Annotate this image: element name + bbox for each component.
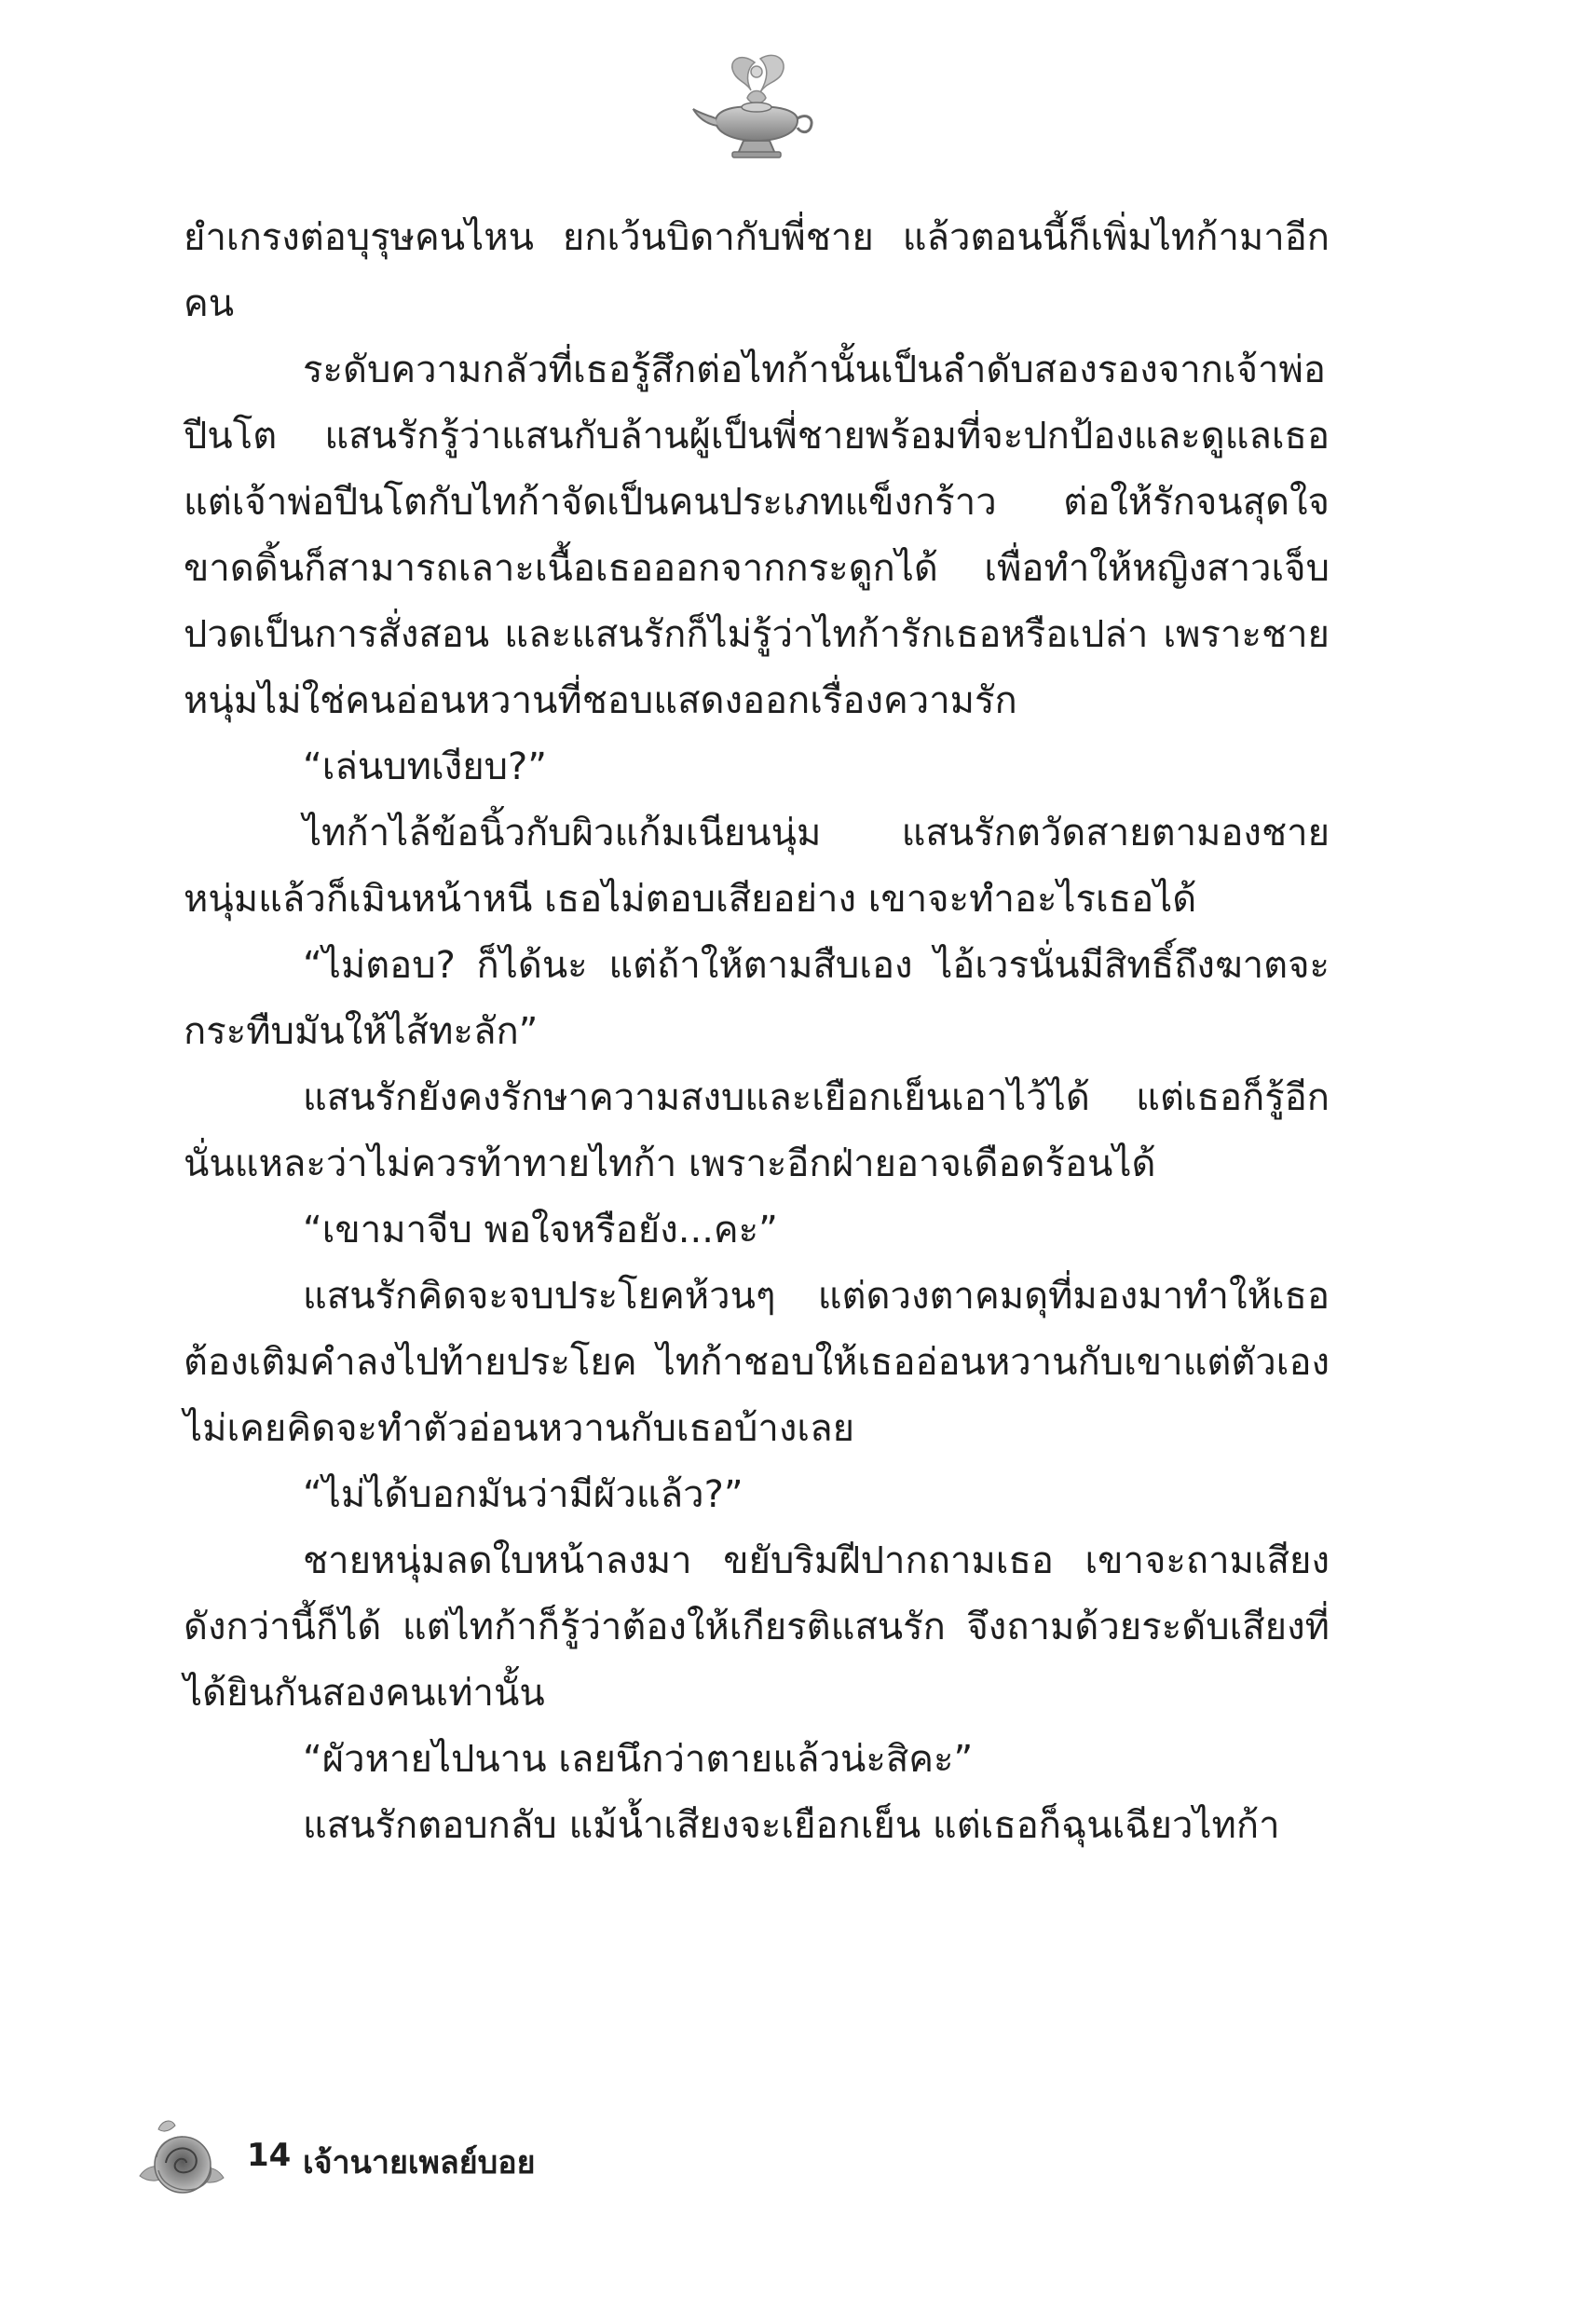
paragraph: “ไม่ตอบ? ก็ได้นะ แต่ถ้าให้ตามสืบเอง ไอ้เวรนั่นมีสิทธิ์ถึงฆาตจะกระทืบมันให้ไส้ทะลัก”: [184, 944, 1330, 1053]
body-text: [184, 205, 1330, 1859]
paragraph: ยำเกรงต่อบุรุษคนไหน ยกเว้นบิดากับพี่ชาย แล้วตอนนี้ก็เพิ่มไทก้ามาอีกคน: [184, 216, 1330, 325]
paragraph: “เล่นบทเงียบ?”: [303, 745, 547, 788]
paragraph: ไทก้าไล้ข้อนิ้วกับผิวแก้มเนียนนุ่ม แสนรักตวัดสายตามองชายหนุ่มแล้วก็เมินหน้าหนี เธอไม่ตอบเสียอย่าง เขาจะทำอะไรเธอได้: [184, 812, 1330, 921]
paragraph: แสนรักยังคงรักษาความสงบและเยือกเย็นเอาไว้ได้ แต่เธอก็รู้อีกนั่นแหละว่าไม่ควรท้าทายไทก้า เพราะอีกฝ่ายอาจเดือดร้อนได้: [184, 1076, 1330, 1185]
book-title: เจ้านายเพลย์บอย: [303, 2144, 536, 2181]
page-number: 14: [247, 2137, 292, 2174]
paragraph: ชายหนุ่มลดใบหน้าลงมา ขยับริมฝีปากถามเธอ เขาจะถามเสียงดังกว่านี้ก็ได้ แต่ไทก้าก็รู้ว่าต้องให้เกียรติแสนรัก จึงถามด้วยระดับเสียงที่ได้ยินกันสองคนเท่านั้น: [184, 1539, 1330, 1715]
paragraph: ระดับความกลัวที่เธอรู้สึกต่อไทก้านั้นเป็นลำดับสองรองจากเจ้าพ่อปีนโต แสนรักรู้ว่าแสนกับล้านผู้เป็นพี่ชายพร้อมที่จะปกป้องและดูแลเธอ แต่เจ้าพ่อปีนโตกับไทก้าจัดเป็นคนประเภทแข็งกร้าว ต่อให้รักจนสุดใจขาดดิ้นก็สามารถเลาะเนื้อเธอออกจากกระดูกได้ เพื่อทำให้หญิงสาวเจ็บปวดเป็นการสั่งสอน และแสนรักก็ไม่รู้ว่าไทก้ารักเธอหรือเปล่า เพราะชายหนุ่มไม่ใช่คนอ่อนหวานที่ชอบแสดงออกเรื่องความรัก: [184, 349, 1330, 722]
paragraph: แสนรักคิดจะจบประโยคห้วนๆ แต่ดวงตาคมดุที่มองมาทำให้เธอต้องเติมคำลงไปท้ายประโยค ไทก้าชอบให้เธออ่อนหวานกับเขาแต่ตัวเองไม่เคยคิดจะทำตัวอ่อนหวานกับเธอบ้างเลย: [184, 1275, 1330, 1450]
rose-icon: [130, 2111, 233, 2204]
paragraph: “ผัวหายไปนาน เลยนึกว่าตายแล้วน่ะสิคะ”: [303, 1738, 974, 1781]
paragraph: “เขามาจีบ พอใจหรือยัง...คะ”: [303, 1209, 778, 1251]
paragraph: แสนรักตอบกลับ แม้น้ำเสียงจะเยือกเย็น แต่เธอก็ฉุนเฉียวไทก้า: [303, 1804, 1280, 1847]
page-footer: [130, 2111, 876, 2204]
genie-lamp-icon: [689, 51, 820, 163]
paragraph: “ไม่ได้บอกมันว่ามีผัวแล้ว?”: [303, 1473, 743, 1516]
